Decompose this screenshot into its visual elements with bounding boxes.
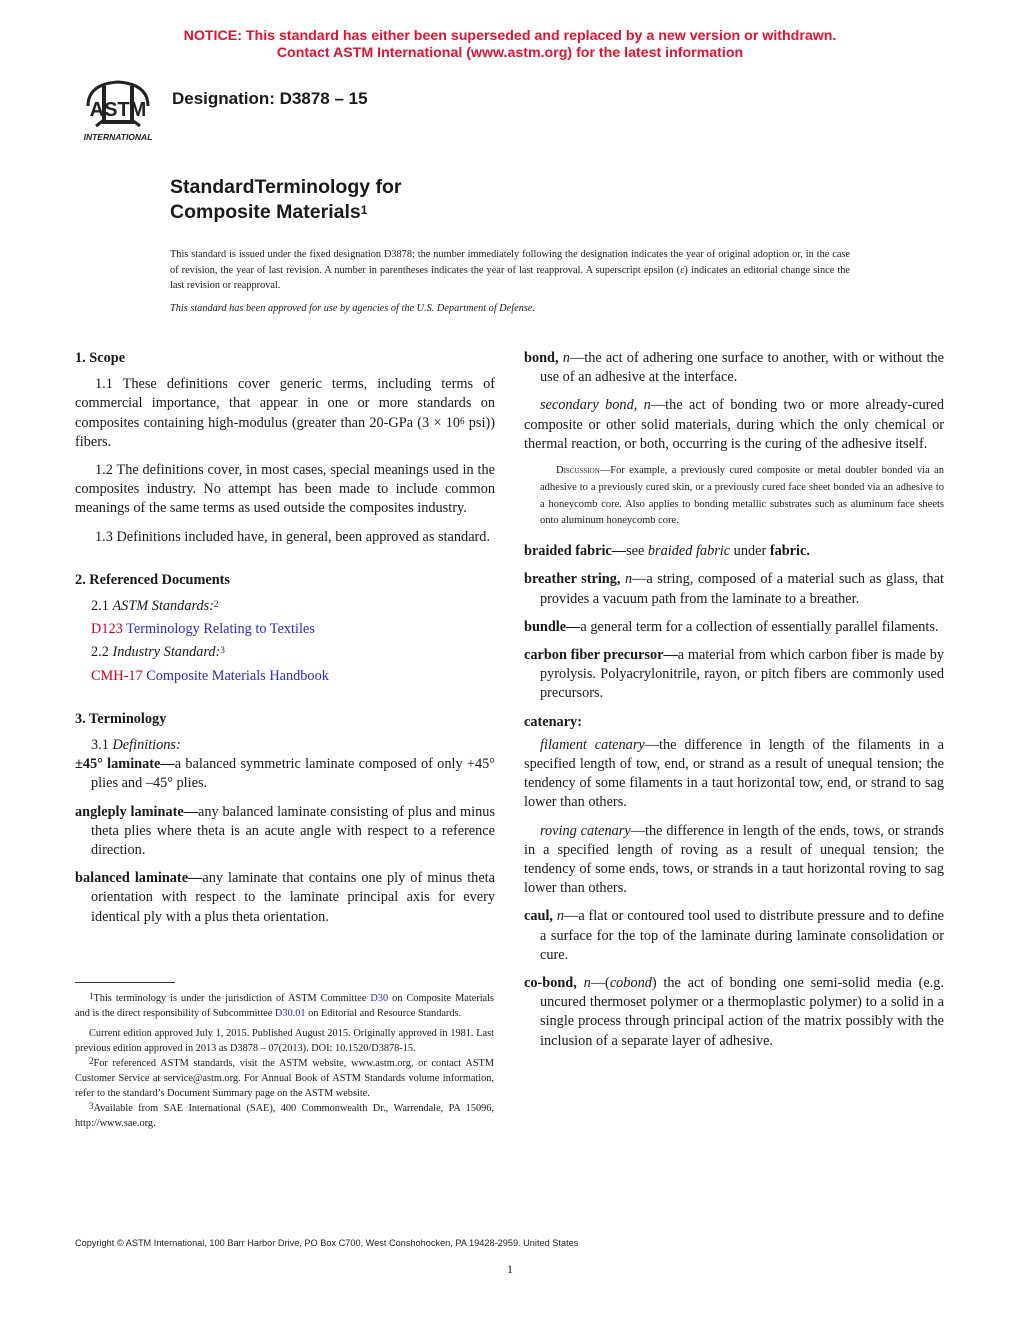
astm-standards-text: ASTM Standards: (112, 598, 214, 615)
industry-standard-text: Industry Standard: (112, 644, 221, 661)
astm-standards-num: 2.1 (91, 598, 109, 615)
industry-standard-num: 2.2 (91, 644, 109, 661)
astm-logo (74, 76, 162, 148)
terminology-heading: 3. Terminology (75, 710, 167, 727)
term-cfp-def: a material from which carbon fiber is made by pyrolysis. Polyacrylonitrile, rayon, or pitch fibers are commonly used precursors. (540, 647, 944, 702)
term-roving-catenary-def: —the difference in length of the ends, tows, or strands in a specified length of roving as a result of unequal tension; the tendency of some ends, tows, or strands in a taut horizontal roving to sag lower than others. (524, 822, 944, 897)
footnote-2-text: For referenced ASTM standards, visit the ASTM website, www.astm.org, or contact ASTM Customer Service at service@astm.org. For Annual Book of ASTM Standards volume information, refer to the standard’s Document Summary page on the ASTM website. (75, 1058, 494, 1099)
title-footnote-mark: 1 (360, 203, 368, 217)
term-angleply-laminate (75, 803, 495, 861)
cmh17-title-link[interactable]: Composite Materials Handbook (146, 667, 329, 684)
term-bond (524, 349, 944, 387)
footnote-2 (75, 1056, 494, 1101)
subcommittee-d3001-link[interactable]: D30.01 (274, 1008, 306, 1019)
scope-heading: 1. Scope (75, 350, 126, 366)
footnote-2-mark: 2 (89, 1056, 94, 1066)
ref-d123[interactable] (91, 620, 495, 639)
term-co-bond (524, 974, 944, 1051)
footnote-divider (75, 982, 175, 983)
page-number: 1 (507, 1262, 513, 1276)
footnote-3-mark: 3 (89, 1101, 94, 1111)
designation: Designation: D3878 – 15 (172, 89, 368, 108)
term-balanced-name: balanced laminate— (75, 870, 203, 887)
footnote-3 (75, 1101, 494, 1131)
cmh17-code-link[interactable]: CMH-17 (91, 667, 143, 684)
term-cobond-name: co-bond, (524, 975, 577, 992)
scope-1-1-text-b: psi)) fibers. (75, 414, 495, 450)
logo-subtext: INTERNATIONAL (83, 132, 153, 142)
scope-exponent: 6 (460, 415, 465, 426)
footnote-1-text-a: This terminology is under the jurisdiction of ASTM Committee (93, 993, 371, 1004)
term-secondary-bond-name: secondary bond, n (540, 397, 651, 414)
term-catenary (524, 713, 944, 732)
term-angleply-name: angleply laminate— (75, 803, 199, 820)
committee-d30-link[interactable]: D30 (370, 993, 389, 1004)
footnote-1-text-c: on Editorial and Resource Standards. (305, 1008, 462, 1019)
term-cobond-pos: n (583, 975, 591, 992)
notice-line-1: NOTICE: This standard has either been superseded and replaced by a new version or withdrawn. (183, 28, 837, 44)
term-bundle-name: bundle— (524, 618, 581, 635)
term-cobond-dash: —( (590, 975, 610, 992)
term-balanced-def: any laminate that contains one ply of minus theta orientation with respect to the laminate principal axis for every identical ply with a plus theta orientation. (91, 870, 495, 925)
title-line-2 (170, 200, 402, 225)
discussion-text: —For example, a previously cured composite or metal doubler bonded via an adhesive to a previously cured skin, or a previously cured face sheet bonded via an adhesive to a honeycomb core. Also applies to bonding metallic substrates such as aluminum face sheets onto aluminum honeycomb core. (540, 465, 944, 527)
industry-standard-label (91, 643, 495, 662)
term-caul (524, 907, 944, 965)
term-bundle (524, 618, 944, 637)
term-caul-def: —a flat or contoured tool used to distribute pressure and to define a surface for the top of the laminate during laminate consolidation or cure. (540, 908, 945, 963)
term-45-laminate-def: a balanced symmetric laminate composed of only +45° plies and –45° plies. (91, 756, 495, 792)
scope-1-1 (75, 375, 495, 452)
astm-standards-label (91, 597, 495, 616)
footnote-1-mark: 1 (89, 991, 94, 1001)
term-cobond-def: ) the act of bonding one semi-solid media (e.g. uncured thermoset polymer or a thermoplastic polymer) to a solid in a single process through principal action of the matrix possibly with the inclusion of a separate layer of adhesive. (540, 975, 945, 1049)
astm-standards-fn: 2 (214, 599, 219, 610)
term-filament-catenary-name: filament catenary (540, 736, 645, 753)
term-bond-pos: n (562, 350, 570, 366)
term-braided-under: under (730, 543, 770, 560)
term-braided-ref: braided fabric (647, 543, 731, 560)
footnote-1 (75, 991, 494, 1021)
scope-1-3: 1.3 Definitions included have, in general, been approved as standard. (95, 528, 491, 545)
term-roving-catenary-name: roving catenary (540, 822, 631, 839)
term-45-laminate-name: ±45° laminate— (75, 756, 175, 773)
definitions-num: 3.1 (91, 737, 109, 754)
title-line-2-text: Composite Materials (170, 201, 361, 223)
term-bond-name: bond, (524, 350, 559, 366)
term-secondary-bond (524, 396, 944, 454)
term-carbon-fiber-precursor (524, 646, 944, 704)
scope-1-2: 1.2 The definitions cover, in most cases, special meanings used in the composites industry. No attempt has been made to include common meanings of the same terms as used outside the composites industry. (75, 462, 495, 517)
discussion-note (540, 463, 944, 530)
term-caul-pos: n (556, 908, 565, 925)
industry-standard-fn: 3 (220, 645, 225, 656)
left-column (75, 349, 495, 936)
term-braided-see: see (626, 543, 648, 560)
term-catenary-name: catenary: (524, 713, 582, 730)
term-braided-fabric (524, 542, 944, 561)
title-line-1: StandardTerminology for (170, 176, 402, 198)
logo-text: ASTM (89, 99, 147, 121)
term-roving-catenary (524, 822, 944, 899)
term-bond-def: —the act of adhering one surface to another, with or without the use of an adhesive at the interface. (540, 350, 944, 386)
footnote-3-text: Available from SAE International (SAE), 400 Commonwealth Dr., Warrendale, PA 15096, http://www.sae.org. (75, 1103, 494, 1129)
issuance-note: This standard is issued under the fixed designation D3878; the number immediately following the designation indicates the year of original adoption or, in the case of revision, the year of last revision. A number in parentheses indicates the year of last reapproval. A superscript epsilon (ε) indicates an editorial change since the last revision or reapproval. (170, 249, 850, 292)
term-caul-name: caul, (524, 908, 553, 925)
discussion-label: Discussion (556, 465, 600, 477)
footnote-1-edition: Current edition approved July 1, 2015. Published August 2015. Originally approved in 1981. Last previous edition approved in 2013 as D3878 – 07(2013). DOI: 10.1520/D3878-15. (75, 1028, 494, 1054)
scope-1-1-text-a: 1.1 These definitions cover generic terms, including terms of commercial importance, that appear in one or more standards on composites containing high-modulus (greater than 20-GPa (3 × 10 (75, 376, 495, 431)
d123-code-link[interactable]: D123 (91, 621, 123, 638)
footnote-1-text-b: on Composite Materials and is the direct responsibility of Subcommittee (75, 993, 494, 1019)
term-breather-pos: n (624, 571, 633, 588)
footnotes (75, 991, 494, 1131)
ref-cmh17[interactable] (91, 667, 495, 686)
definitions-text: Definitions: (112, 737, 181, 754)
term-filament-catenary-def: —the difference in length of the filaments in a specified length of tow, end, or strand as a result of unequal tension; the tendency of some filaments in a taut horizontal tow, end, or strand to sag lower than others. (524, 736, 945, 811)
term-secondary-bond-def: —the act of bonding two or more already-cured composite or other solid materials, during which the only chemical or thermal reaction, or both, occurring is the curing of the adhesive itself. (524, 397, 944, 452)
d123-title-link[interactable]: Terminology Relating to Textiles (126, 621, 315, 638)
approval-note: This standard has been approved for use by agencies of the U.S. Department of Defense. (170, 303, 536, 314)
term-breather-def: —a string, composed of a material such as glass, that provides a vacuum path from the laminate to a breather. (540, 571, 945, 607)
term-cobond-alt: cobond (609, 975, 652, 992)
term-filament-catenary (524, 736, 944, 813)
term-braided-name: braided fabric— (524, 543, 627, 560)
notice-line-2: Contact ASTM International (www.astm.org) for the latest information (276, 45, 744, 61)
term-bundle-def: a general term for a collection of essentially parallel filaments. (580, 618, 939, 635)
term-45-laminate (75, 755, 495, 793)
term-breather-string (524, 570, 944, 608)
definitions-label (91, 736, 495, 755)
term-braided-parent: fabric. (769, 543, 810, 560)
term-balanced-laminate (75, 869, 495, 927)
referenced-heading: 2. Referenced Documents (75, 571, 230, 588)
withdrawal-notice (0, 28, 1020, 62)
term-angleply-def: any balanced laminate consisting of plus and minus theta plies where theta is an acute angle with respect to a reference direction. (91, 803, 496, 859)
document-title (170, 175, 402, 225)
copyright-line: Copyright © ASTM International, 100 Barr Harbor Drive, PO Box C700, West Conshohocken, PA 19428-2959. United States (75, 1238, 579, 1248)
right-column (524, 349, 944, 1060)
term-breather-name: breather string, (524, 571, 621, 588)
term-cfp-name: carbon fiber precursor— (524, 647, 678, 664)
